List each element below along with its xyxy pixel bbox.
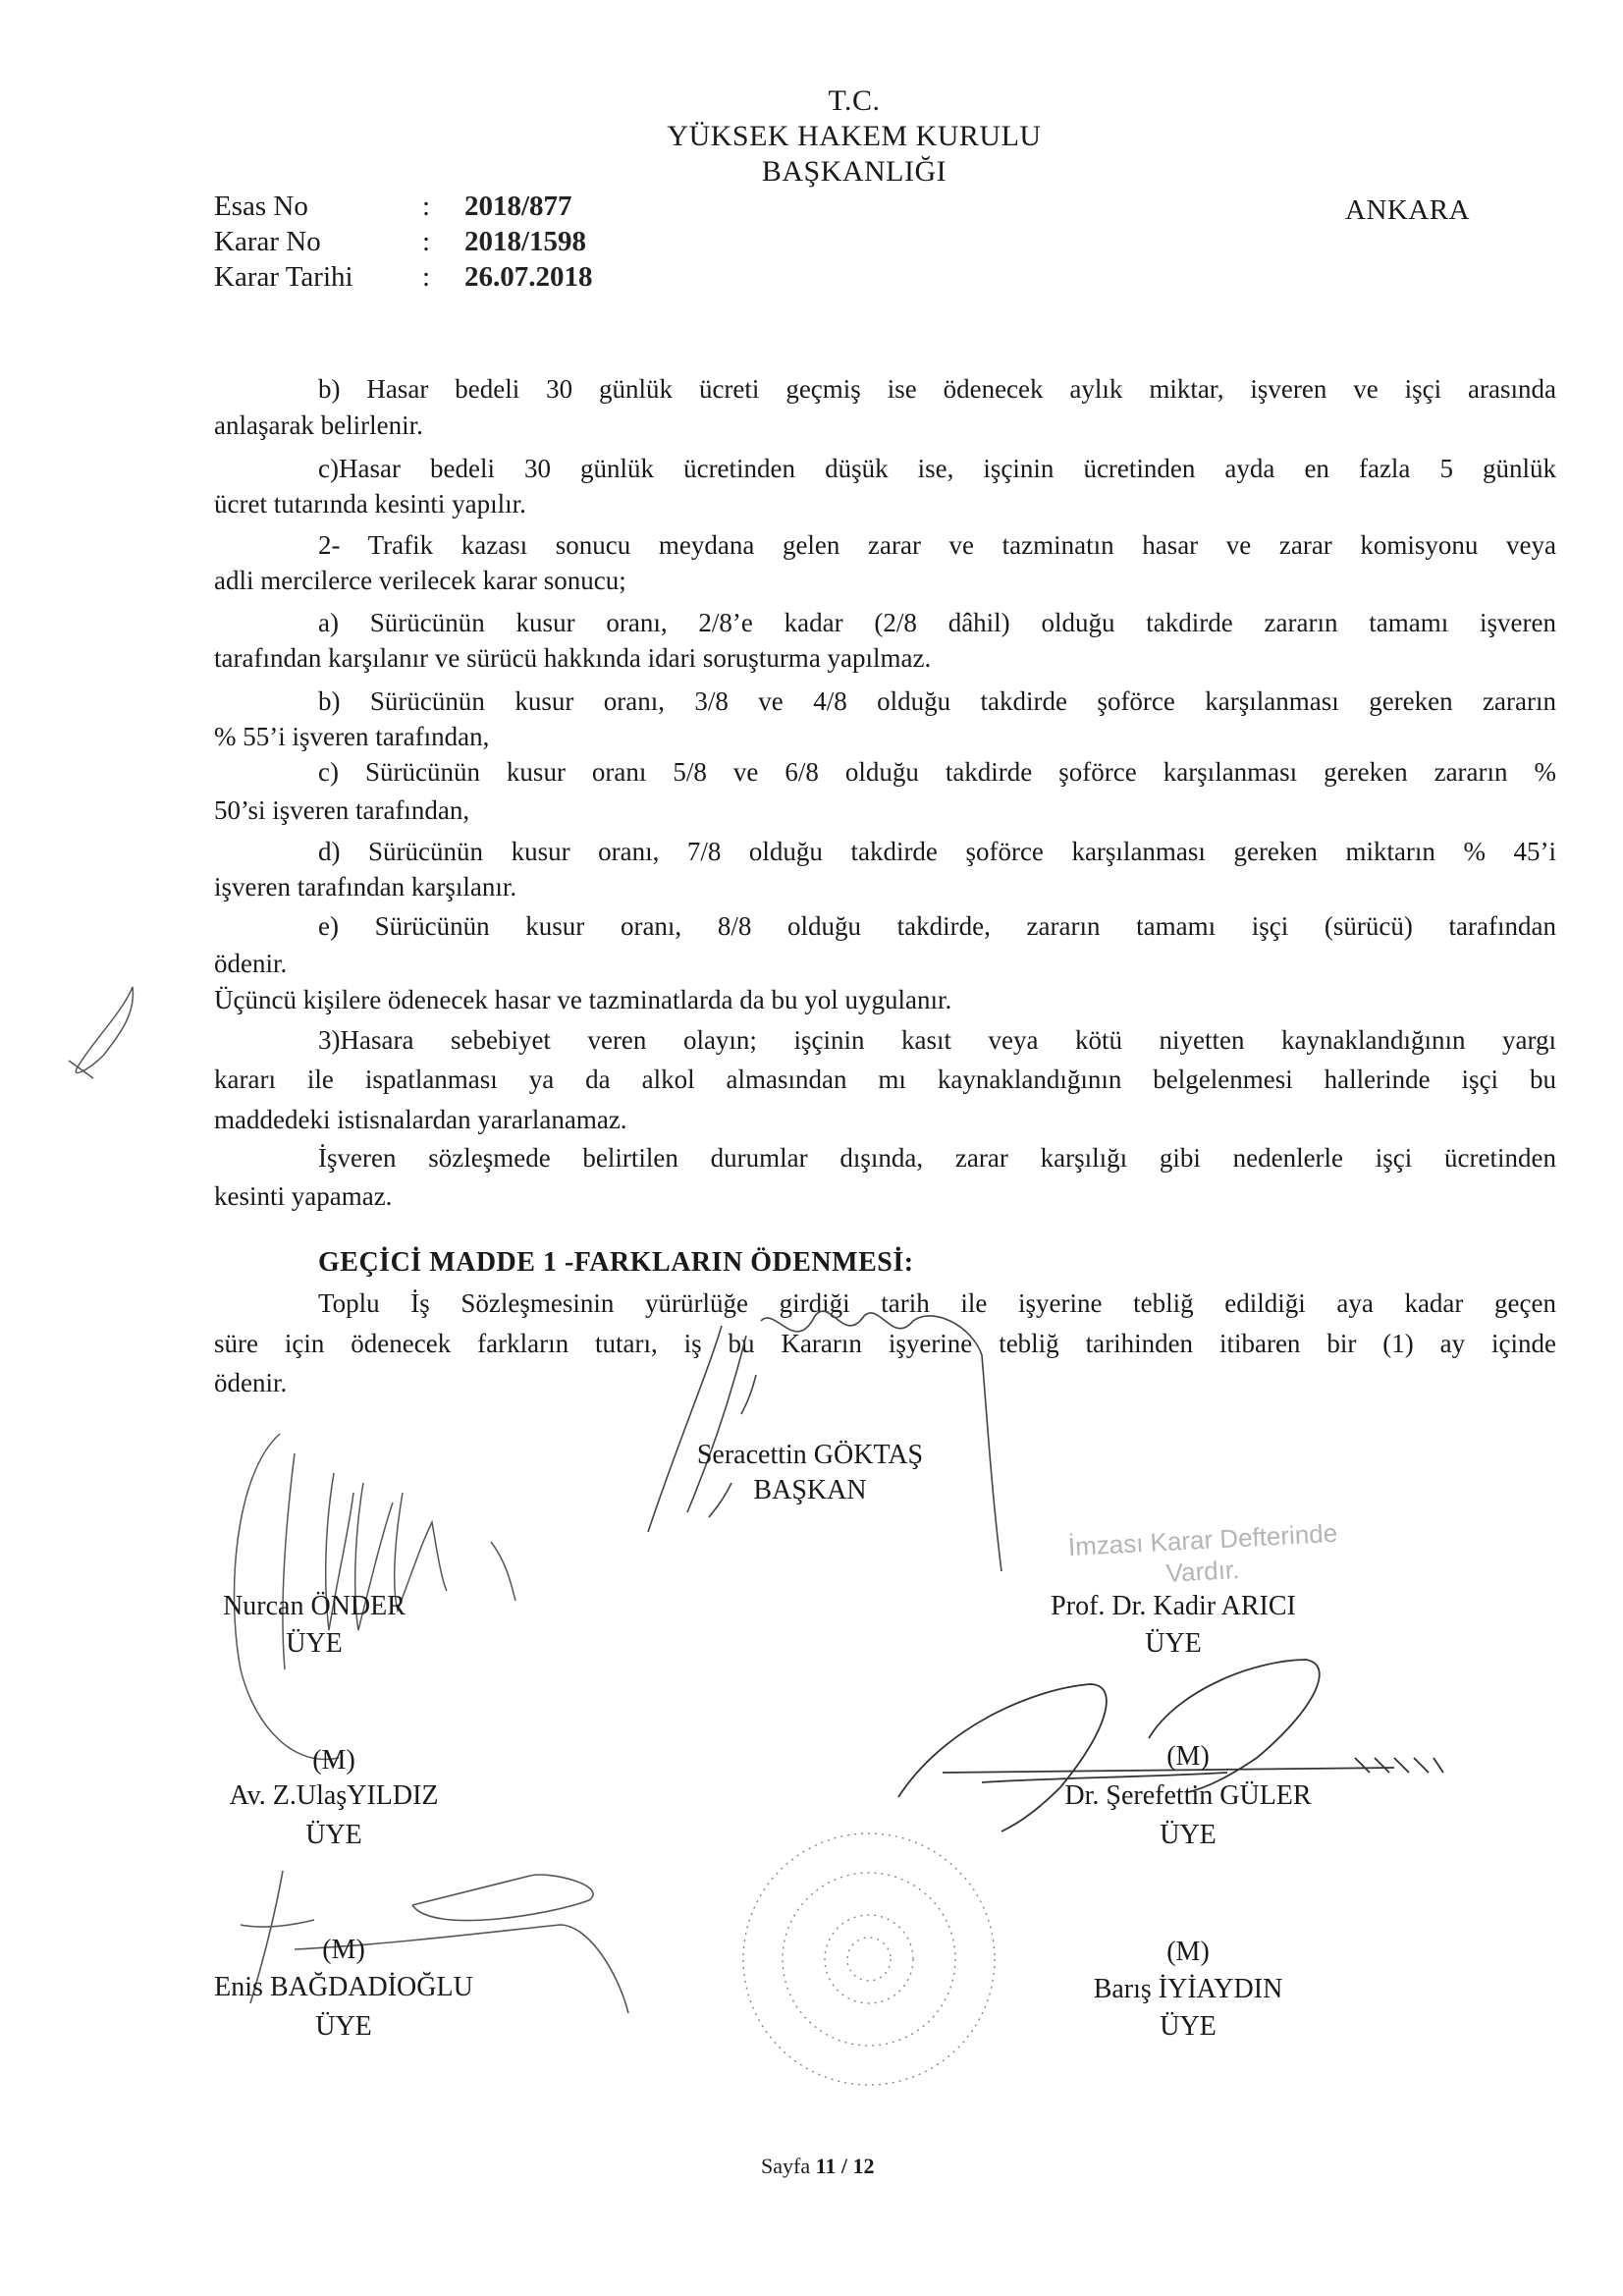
member-name: Barış İYİAYDIN [1093, 1974, 1283, 2004]
page-total: 12 [852, 2154, 875, 2178]
president-title: BAŞKAN [753, 1475, 867, 1505]
meta-colon: : [422, 226, 431, 257]
member-note: (M) [322, 1935, 365, 1965]
body-line: % 55’i işveren tarafından, [214, 722, 490, 751]
meta-colon: : [422, 191, 431, 222]
body-line: b) Sürücünün kusur oranı, 3/8 ve 4/8 olduğu takdirde şoförce karşılanması gereken zararın [318, 686, 1556, 716]
margin-initial-mark [69, 987, 133, 1078]
body-line: anlaşarak belirlenir. [214, 410, 423, 440]
body-line: kararı ile ispatlanması ya da alkol almasından mı kaynaklandığının belgelenmesi hallerinde işçi bu [214, 1065, 1556, 1094]
president-name: Seracettin GÖKTAŞ [696, 1440, 924, 1470]
member-name: Nurcan ÖNDER [223, 1591, 406, 1621]
member-name: Av. Z.UlaşYILDIZ [229, 1780, 439, 1811]
stamp-note-line2: Vardır. [1164, 1555, 1241, 1588]
section-heading: GEÇİCİ MADDE 1 -FARKLARIN ÖDENMESİ: [318, 1247, 914, 1278]
body-line: a) Sürücünün kusur oranı, 2/8’e kadar (2/8 dâhil) olduğu takdirde zararın tamamı işveren [318, 608, 1556, 637]
meta-karar-no [214, 226, 803, 261]
member-title: ÜYE [315, 2011, 372, 2042]
body-line: 50’si işveren tarafından, [214, 795, 470, 825]
body-line: işveren tarafından karşılanır. [214, 872, 517, 902]
body-line: kesinti yapamaz. [214, 1181, 393, 1211]
member-note: (M) [312, 1745, 355, 1776]
meta-value: 2018/877 [464, 191, 572, 222]
meta-karar-tarihi [214, 261, 803, 297]
header-institution: YÜKSEK HAKEM KURULU [667, 120, 1042, 152]
body-line: Toplu İş Sözleşmesinin yürürlüğe girdiği tarih ile işyerine tebliğ edildiği aya kadar geçen [318, 1288, 1556, 1318]
header-tc: T.C. [828, 84, 881, 117]
page-separator: / [840, 2154, 848, 2178]
body-line: c)Hasar bedeli 30 günlük ücretinden düşük ise, işçinin ücretinden ayda en fazla 5 günlük [318, 454, 1556, 483]
body-line: e) Sürücünün kusur oranı, 8/8 olduğu takdirde, zararın tamamı işçi (sürücü) tarafından [318, 911, 1556, 941]
member-title: ÜYE [1160, 1820, 1217, 1850]
body-line: tarafından karşılanır ve sürücü hakkında idari soruşturma yapılmaz. [214, 643, 932, 673]
meta-value: 2018/1598 [464, 226, 587, 257]
body-line: maddedeki istisnalardan yararlanamaz. [214, 1105, 627, 1134]
member-name: Prof. Dr. Kadir ARICI [1051, 1591, 1296, 1621]
member-title: ÜYE [1145, 1628, 1202, 1659]
meta-colon: : [422, 261, 431, 293]
meta-label: Karar No [214, 226, 321, 257]
body-line: ödenir. [214, 949, 288, 978]
member-name: Dr. Şerefettin GÜLER [1064, 1780, 1312, 1811]
member-name: Enis BAĞDADİOĞLU [214, 1972, 473, 2002]
body-line: b) Hasar bedeli 30 günlük ücreti geçmiş ise ödenecek aylık miktar, işveren ve işçi arasında [318, 374, 1556, 404]
page-current: 11 [815, 2154, 837, 2178]
official-seal [743, 1833, 995, 2085]
stamp-note-line1: İmzası Karar Defterinde [1067, 1517, 1338, 1562]
member-title: ÜYE [1160, 2011, 1217, 2042]
page-prefix: Sayfa [761, 2154, 811, 2178]
page-number [761, 2154, 875, 2179]
member-title: ÜYE [286, 1628, 343, 1659]
header-presidency: BAŞKANLIĞI [761, 155, 947, 188]
body-line: adli mercilerce verilecek karar sonucu; [214, 566, 626, 595]
meta-value: 26.07.2018 [464, 261, 593, 293]
member-note: (M) [1166, 1937, 1210, 1967]
member-title: ÜYE [305, 1820, 362, 1850]
body-line: 2- Trafik kazası sonucu meydana gelen zarar ve tazminatın hasar ve zarar komisyonu veya [318, 530, 1556, 560]
header-city: ANKARA [1345, 194, 1471, 226]
meta-esas [214, 191, 803, 226]
meta-label: Karar Tarihi [214, 261, 353, 293]
body-line: c) Sürücünün kusur oranı 5/8 ve 6/8 olduğu takdirde şoförce karşılanması gereken zararın % [318, 757, 1556, 787]
body-line: 3)Hasara sebebiyet veren olayın; işçinin kasıt veya kötü niyetten kaynaklandığının yargı [318, 1025, 1556, 1055]
member-note: (M) [1166, 1741, 1210, 1772]
body-line: süre için ödenecek farkların tutarı, iş bu Kararın işyerine tebliğ tarihinden itibaren bir (1) ay içinde [214, 1329, 1556, 1358]
body-line: İşveren sözleşmede belirtilen durumlar dışında, zarar karşılığı gibi nedenlerle işçi ücretinden [318, 1143, 1556, 1173]
body-line: d) Sürücünün kusur oranı, 7/8 olduğu takdirde şoförce karşılanması gereken miktarın % 45’i [318, 837, 1556, 866]
body-line: ödenir. [214, 1368, 288, 1397]
body-line: Üçüncü kişilere ödenecek hasar ve tazminatlarda da bu yol uygulanır. [214, 985, 952, 1014]
body-line: ücret tutarında kesinti yapılır. [214, 489, 526, 519]
meta-label: Esas No [214, 191, 308, 222]
